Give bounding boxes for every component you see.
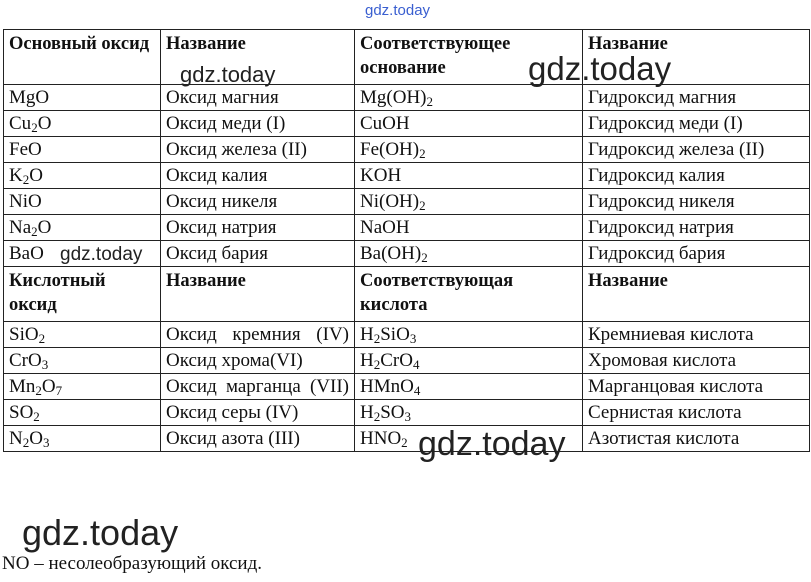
watermark: gdz.today — [180, 62, 276, 87]
table-row — [4, 348, 810, 374]
footnote: NO – несолеобразующий оксид. — [2, 553, 263, 574]
oxide-name: Оксид никеля — [161, 189, 355, 215]
table-row — [4, 322, 810, 348]
compound-name: Гидроксид натрия — [583, 215, 810, 241]
watermark: gdz.today — [22, 512, 179, 553]
oxide-name: Оксид железа (II) — [161, 137, 355, 163]
compound-name: Хромовая кислота — [583, 348, 810, 374]
compound-name: Сернистая кислота — [583, 400, 810, 426]
compound-name: Гидроксид железа (II) — [583, 137, 810, 163]
column-header: Соответствующая кислота — [355, 267, 583, 322]
compound-formula: $Fe(OH)_2$ — [355, 137, 583, 163]
column-header: Название — [583, 30, 810, 85]
column-header: Основный оксид — [4, 30, 161, 85]
basic-header-row — [4, 30, 810, 85]
oxide-formula: $SO_2$ — [4, 400, 161, 426]
table-row — [4, 163, 810, 189]
table-row — [4, 111, 810, 137]
oxide-formula: $Mn_2O_7$ — [4, 374, 161, 400]
oxide-formula: $Na_2O$ — [4, 215, 161, 241]
compound-name: Кремниевая кислота — [583, 322, 810, 348]
oxide-formula: $N_2O_3$ — [4, 426, 161, 452]
oxide-formula: $K_2O$ — [4, 163, 161, 189]
compound-formula: CuOH — [355, 111, 583, 137]
oxide-formula: CrO$_3$ — [4, 348, 161, 374]
watermark: gdz.today — [418, 425, 566, 463]
compound-name: Азотистая кислота — [583, 426, 810, 452]
compound-formula: NaOH — [355, 215, 583, 241]
table-row — [4, 189, 810, 215]
compound-formula: HMnO$_4$ — [355, 374, 583, 400]
compound-name: Марганцовая кислота — [583, 374, 810, 400]
watermark: gdz.today — [528, 50, 672, 87]
oxide-name: Оксид азота (III) — [161, 426, 355, 452]
column-header: Название — [161, 30, 355, 85]
column-header: Соответствующее основание — [355, 30, 583, 85]
compound-formula: $Ba(OH)_2$ — [355, 241, 583, 267]
table-row — [4, 85, 810, 111]
compound-formula: $H_2CrO_4$ — [355, 348, 583, 374]
oxide-name: Оксид хрома(VI) — [161, 348, 355, 374]
oxide-name: Оксид марганца (VII) — [161, 374, 355, 400]
compound-formula: $HNO_2$ — [355, 426, 583, 452]
oxide-name: Оксид бария — [161, 241, 355, 267]
table-row — [4, 374, 810, 400]
oxide-name: Оксид меди (I) — [161, 111, 355, 137]
acidic-header-row — [4, 267, 810, 322]
watermark-top: gdz.today — [365, 2, 431, 19]
oxide-formula: BaO — [4, 241, 161, 267]
oxide-formula: $Cu_2O$ — [4, 111, 161, 137]
compound-formula: KOH — [355, 163, 583, 189]
oxide-name: Оксид магния — [161, 85, 355, 111]
oxide-name: Оксид калия — [161, 163, 355, 189]
compound-name: Гидроксид меди (I) — [583, 111, 810, 137]
column-header: Кислотный оксид — [4, 267, 161, 322]
compound-formula: $H_2SiO_3$ — [355, 322, 583, 348]
oxide-name: Оксид кремния (IV) — [161, 322, 355, 348]
table-row — [4, 215, 810, 241]
oxide-name: Оксид серы (IV) — [161, 400, 355, 426]
compound-formula: $Ni(OH)_2$ — [355, 189, 583, 215]
oxide-formula: NiO — [4, 189, 161, 215]
oxide-formula: MgO — [4, 85, 161, 111]
oxide-formula: FeO — [4, 137, 161, 163]
watermark: gdz.today — [60, 244, 143, 265]
table-row — [4, 400, 810, 426]
oxide-formula: SiO$_2$ — [4, 322, 161, 348]
oxides-table — [3, 29, 810, 452]
compound-name: Гидроксид магния — [583, 85, 810, 111]
compound-name: Гидроксид никеля — [583, 189, 810, 215]
table-row — [4, 426, 810, 452]
column-header: Название — [583, 267, 810, 322]
compound-name: Гидроксид бария — [583, 241, 810, 267]
compound-name: Гидроксид калия — [583, 163, 810, 189]
compound-formula: $H_2SO_3$ — [355, 400, 583, 426]
compound-formula: $Mg(OH)_2$ — [355, 85, 583, 111]
table-row — [4, 137, 810, 163]
column-header: Название — [161, 267, 355, 322]
oxide-name: Оксид натрия — [161, 215, 355, 241]
